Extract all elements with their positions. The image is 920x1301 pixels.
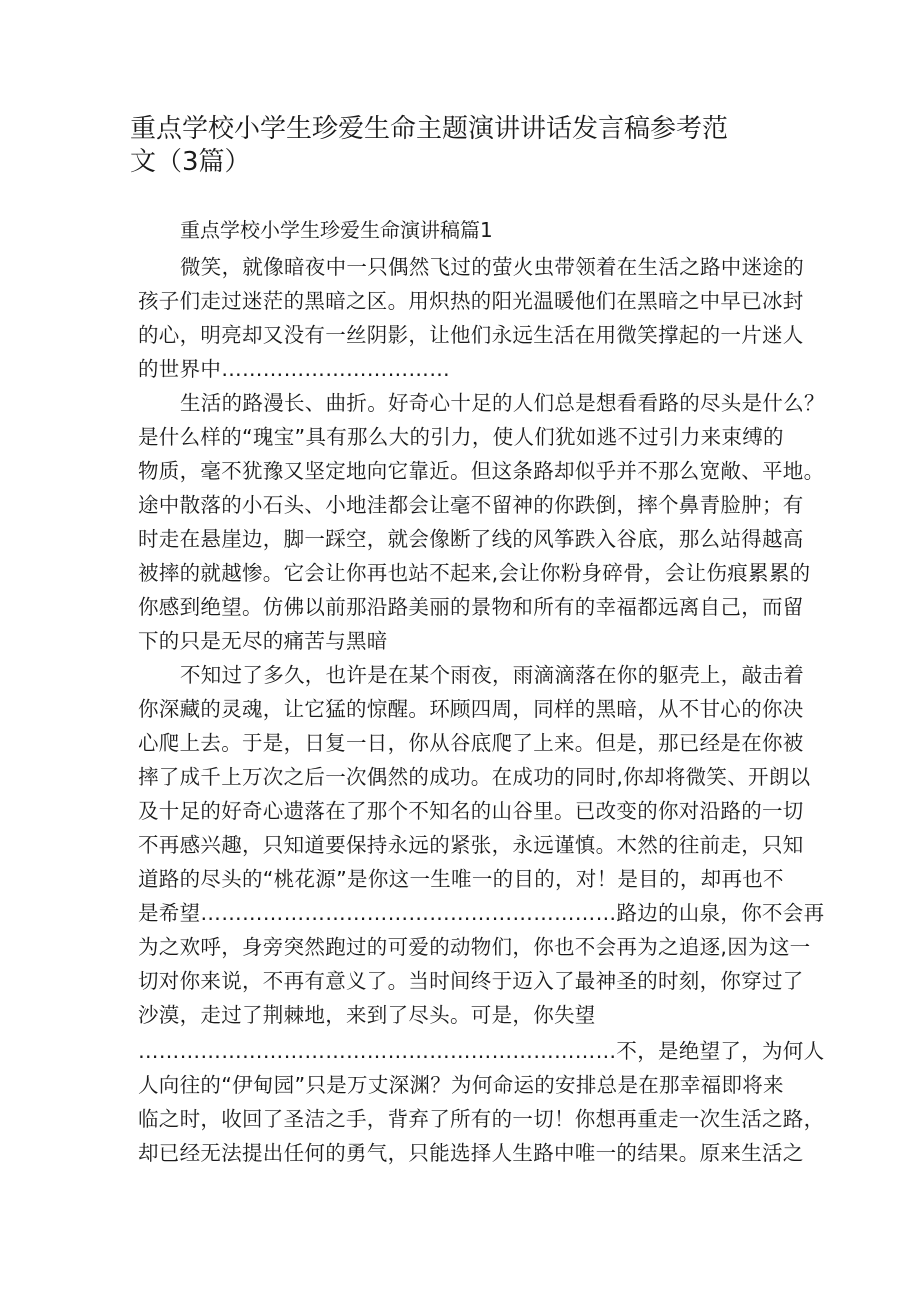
paragraph-line: 却已经无法提出任何的勇气，只能选择人生路中唯一的结果。原来生活之: [138, 1141, 804, 1165]
paragraph-line: 你深藏的灵魂，让它猛的惊醒。环顾四周，同样的黑暗，从不甘心的你决: [138, 697, 804, 721]
paragraph-line: 是希望……………………………………………………路边的山泉，你不会再: [138, 901, 825, 925]
paragraph-line: ……………………………………………………………不，是绝望了，为何人: [138, 1039, 825, 1063]
paragraph-line: 是什么样的“瑰宝”具有那么大的引力，使人们犹如逃不过引力来束缚的: [138, 425, 784, 449]
paragraph-line: 不知过了多久，也许是在某个雨夜，雨滴滴落在你的躯壳上，敲击着: [180, 663, 804, 687]
paragraph-line: 及十足的好奇心遗落在了那个不知名的山谷里。已改变的你对沿路的一切: [138, 799, 804, 823]
paragraph-line: 人向往的“伊甸园”只是万丈深渊？为何命运的安排总是在那幸福即将来: [138, 1073, 784, 1097]
document-title-line-1: 重点学校小学生珍爱生命主题演讲讲话发言稿参考范: [130, 114, 729, 144]
paragraph-line: 沙漠，走过了荆棘地，来到了尽头。可是，你失望: [138, 1003, 596, 1027]
paragraph-line: 切对你来说，不再有意义了。当时间终于迈入了最神圣的时刻，你穿过了: [138, 969, 804, 993]
paragraph-line: 摔了成千上万次之后一次偶然的成功。在成功的同时,你却将微笑、开朗以: [138, 765, 811, 789]
paragraph-line: 不再感兴趣，只知道要保持永远的紧张，永远谨慎。木然的往前走，只知: [138, 833, 804, 857]
paragraph-line: 微笑，就像暗夜中一只偶然飞过的萤火虫带领着在生活之路中迷途的: [180, 255, 804, 279]
paragraph-line: 临之时，收回了圣洁之手，背弃了所有的一切！你想再重走一次生活之路，: [138, 1107, 825, 1131]
paragraph-line: 物质，毫不犹豫又坚定地向它靠近。但这条路却似乎并不那么宽敞、平地。: [138, 459, 825, 483]
paragraph-line: 的世界中……………………………: [138, 357, 450, 381]
paragraph-line: 孩子们走过迷茫的黑暗之区。用炽热的阳光温暖他们在黑暗之中早已冰封: [138, 289, 804, 313]
paragraph-line: 时走在悬崖边，脚一踩空，就会像断了线的风筝跌入谷底，那么站得越高: [138, 527, 804, 551]
paragraph-line: 道路的尽头的“桃花源”是你这一生唯一的目的，对！是目的，却再也不: [138, 867, 784, 891]
paragraph-line: 为之欢呼，身旁突然跑过的可爱的动物们，你也不会再为之追逐,因为这一: [138, 935, 811, 959]
paragraph-line: 你感到绝望。仿佛以前那沿路美丽的景物和所有的幸福都远离自己，而留: [138, 595, 804, 619]
paragraph-line: 被摔的就越惨。它会让你再也站不起来,会让你粉身碎骨，会让伤痕累累的: [138, 561, 811, 585]
paragraph-line: 的心，明亮却又没有一丝阴影，让他们永远生活在用微笑撑起的一片迷人: [138, 323, 804, 347]
document-title-line-2: 文（3篇）: [130, 147, 251, 177]
paragraph-line: 心爬上去。于是，日复一日，你从谷底爬了上来。但是，那已经是在你被: [138, 731, 804, 755]
paragraph-line: 下的只是无尽的痛苦与黑暗: [138, 629, 388, 653]
paragraph-line: 生活的路漫长、曲折。好奇心十足的人们总是想看看路的尽头是什么？: [180, 391, 825, 415]
paragraph-line: 途中散落的小石头、小地洼都会让毫不留神的你跌倒，摔个鼻青脸肿；有: [138, 493, 804, 517]
section-heading: 重点学校小学生珍爱生命演讲稿篇1: [180, 218, 493, 242]
